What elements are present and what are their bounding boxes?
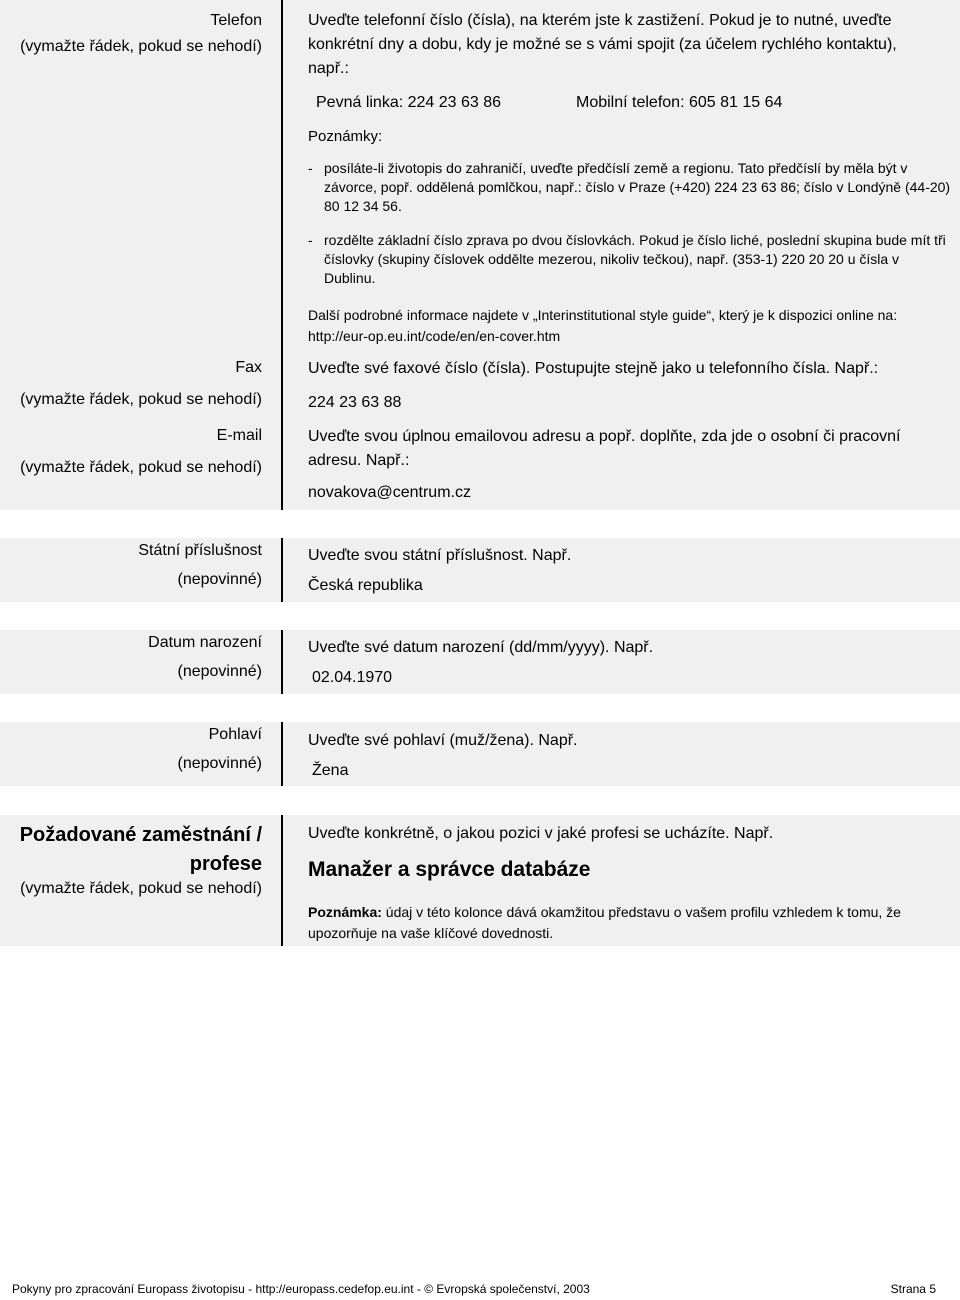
email-instructions: Uveďte svou úplnou emailovou adresu a popř. doplňte, zda jde o osobní či pracovní adresu. Např.: xyxy=(308,428,901,469)
fax-hint: (vymažte řádek, pokud se nehodí) xyxy=(20,391,262,408)
gender-value: Žena xyxy=(312,762,349,779)
page-footer xyxy=(12,1281,948,1297)
birthdate-hint: (nepovinné) xyxy=(177,663,262,680)
position-label-line2: profese xyxy=(189,853,262,875)
position-instructions: Uveďte konkrétně, o jakou pozici v jaké profesi se ucházíte. Např. xyxy=(308,825,774,842)
telefon-label: Telefon xyxy=(210,12,262,29)
position-hint: (vymažte řádek, pokud se nehodí) xyxy=(20,880,262,897)
page-number: Strana 5 xyxy=(890,1282,936,1296)
telefon-instructions: Uveďte telefonní číslo (čísla), na kterém jste k zastižení. Pokud je to nutné, uveďte konkrétní dny a dobu, kdy je možné se s vámi spojit (za účelem rychlého kontaktu), např.: xyxy=(308,12,897,77)
telefon-landline: Pevná linka: 224 23 63 86 xyxy=(316,94,502,111)
column-divider xyxy=(281,722,283,786)
position-label-line1: Požadované zaměstnání / xyxy=(19,824,262,846)
column-divider xyxy=(281,815,283,946)
footer-text: Pokyny pro zpracování Europass životopisu - http://europass.cedefop.eu.int - © Evropská společenství, 2003 xyxy=(12,1282,590,1296)
column-divider xyxy=(281,630,283,694)
nationality-hint: (nepovinné) xyxy=(177,571,262,588)
telefon-numbers xyxy=(316,92,783,114)
bullet-dash: - xyxy=(308,160,313,176)
nationality-label: Státní příslušnost xyxy=(138,542,262,559)
position-note-text: údaj v této kolonce dává okamžitou představu o vašem profilu vzhledem k tomu, že upozorňuje na vaše klíčové dovednosti. xyxy=(308,904,901,941)
column-divider xyxy=(281,0,283,510)
position-note xyxy=(308,902,948,944)
telefon-more-info: Další podrobné informace najdete v „Interinstitutional style guide“, který je k dispozici online na: http://eur-op.eu.int/code/en/en-cover.htm xyxy=(308,307,898,344)
gender-hint: (nepovinné) xyxy=(177,755,262,772)
position-note-label: Poznámka: xyxy=(308,904,382,920)
nationality-instructions: Uveďte svou státní příslušnost. Např. xyxy=(308,547,572,564)
email-value: novakova@centrum.cz xyxy=(308,484,471,501)
telefon-note-1 xyxy=(308,159,953,216)
telefon-note-2-text: rozdělte základní číslo zprava po dvou číslovkách. Pokud je číslo liché, poslední skupina bude mít tři číslovky (skupiny číslovek oddělte mezerou, nikoliv tečkou), např. (353-1) 220 20 20 u čísla v Dublinu. xyxy=(324,232,946,286)
telefon-hint: (vymažte řádek, pokud se nehodí) xyxy=(20,38,262,55)
nationality-value: Česká republika xyxy=(308,577,423,594)
fax-label: Fax xyxy=(235,359,262,376)
telefon-mobile: Mobilní telefon: 605 81 15 64 xyxy=(576,94,783,111)
bullet-dash: - xyxy=(308,232,313,248)
gender-label: Pohlaví xyxy=(208,726,262,743)
telefon-note-2 xyxy=(308,231,953,288)
birthdate-instructions: Uveďte své datum narození (dd/mm/yyyy). Např. xyxy=(308,639,654,656)
email-label: E-mail xyxy=(216,427,262,444)
fax-value: 224 23 63 88 xyxy=(308,394,402,411)
gender-instructions: Uveďte své pohlaví (muž/žena). Např. xyxy=(308,732,578,749)
telefon-note-1-text: posíláte-li životopis do zahraničí, uveďte předčíslí země a regionu. Tato předčíslí by měla být v závorce, popř. oddělená pomlčkou, např.: číslo v Praze (+420) 224 23 63 86; číslo v Londýně (44-20) 80 12 34 56. xyxy=(324,160,951,214)
telefon-notes-title: Poznámky: xyxy=(308,128,383,145)
email-hint: (vymažte řádek, pokud se nehodí) xyxy=(20,459,262,476)
birthdate-label: Datum narození xyxy=(148,634,262,651)
fax-instructions: Uveďte své faxové číslo (čísla). Postupujte stejně jako u telefonního čísla. Např.: xyxy=(308,360,879,377)
position-value: Manažer a správce databáze xyxy=(308,858,591,881)
column-divider xyxy=(281,538,283,602)
birthdate-value: 02.04.1970 xyxy=(312,669,393,686)
